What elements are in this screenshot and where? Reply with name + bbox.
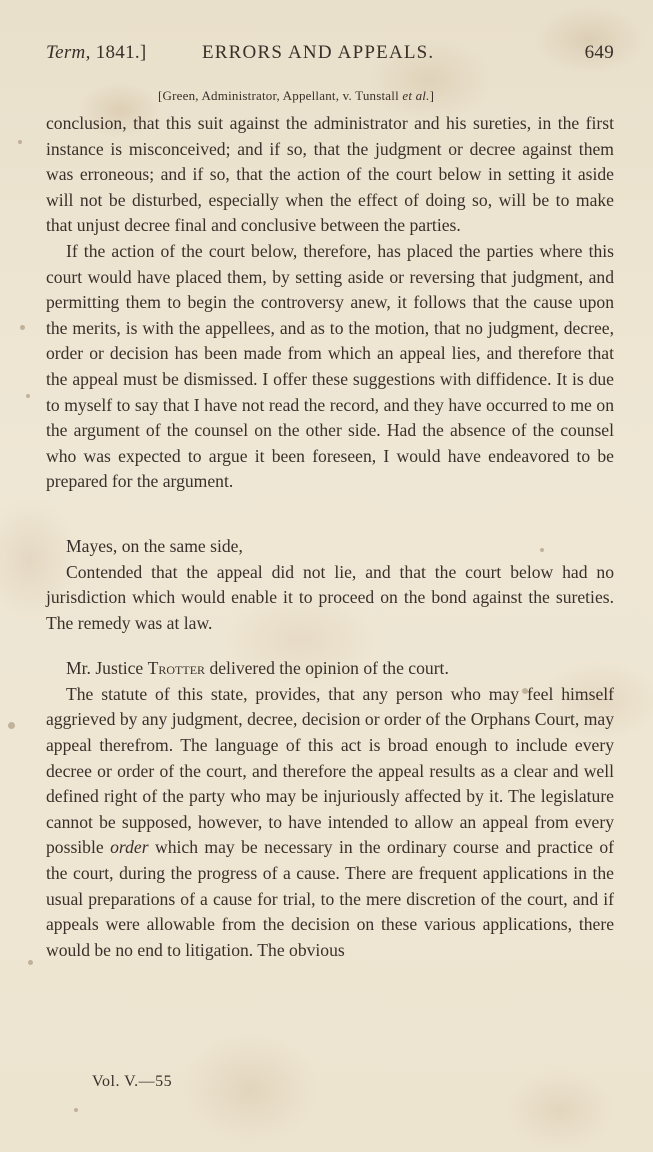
running-header (46, 42, 614, 72)
statute-text-b: which may be necessary in the ordinary course and practice of the court, during the progress of a cause. There are frequent applications in the usual preparations of a cause for trial, to the mere discretion of the court, and if appeals were allowable from the decision on these various applications, there would be no end to litigation. The obvious (46, 837, 614, 960)
paragraph-counsel-contention: Contended that the appeal did not lie, and that the court below had no jurisdiction which would enable it to proceed on the bond against the sureties. The remedy was at law. (46, 561, 614, 633)
foxing-spot (28, 960, 33, 965)
page-body (46, 111, 614, 963)
case-caption (158, 88, 578, 104)
page-number: 649 (584, 42, 614, 63)
foxing-spot (522, 688, 528, 694)
foxing-spot (26, 394, 30, 398)
caption-prefix: [Green, Administrator, Appellant, v. Tunstall (158, 88, 399, 103)
paragraph-opinion-statute (46, 682, 614, 964)
justice-name: Trotter (147, 658, 206, 679)
statute-text-a: The statute of this state, provides, that any person who may feel himself aggrieved by any judgment, decree, decision or order of the Orphans Court, may appeal therefrom. The language of this act is broad enough to include every decree or order of the court, and therefore the appeal results as a clear and well defined right of the party who may be injuriously affected by it. The legislature cannot be supposed, however, to have intended to allow an appeal from every possible (46, 683, 614, 858)
foxing-spot (74, 1108, 78, 1112)
caption-suffix: ] (429, 88, 435, 103)
paragraph-conclusion: conclusion, that this suit against the administrator and his sureties, in the first instance is misconceived; and if so, that the judgment or decree against them was erroneous; and if so, that the action of the court below in setting it aside will not be disturbed, especially when the effect of doing so, will be to make that unjust decree final and conclusive between the parties. (46, 113, 614, 236)
section-gap (46, 495, 614, 534)
term-label: Term, (46, 42, 91, 63)
header-term (46, 42, 147, 64)
foxing-spot (18, 140, 22, 144)
foxing-spot (8, 722, 15, 729)
paragraph-counsel-heading: Mayes, on the same side, (66, 535, 243, 556)
opinion-intro-b: delivered the opinion of the court. (205, 658, 449, 679)
volume-signature: Vol. V.—55 (92, 1073, 173, 1090)
caption-etal: et al. (402, 88, 430, 103)
opinion-intro-a: Mr. Justice (66, 658, 148, 679)
paragraph-argument: If the action of the court below, therefore, has placed the parties where this court would have placed them, by setting aside or reversing that judgment, and permitting them to begin the controversy anew, it follows that the cause upon the merits, is with the appellees, and as to the motion, that no judgment, decree, order or decision has been made from which an appeal lies, and therefore that the appeal must be dismissed. I offer these suggestions with diffidence. It is due to myself to say that I have not read the record, and they have occurred to me on the argument of the counsel on the other side. Had the absence of the counsel who was expected to argue it been foreseen, I would have endeavored to be prepared for the argument. (46, 240, 614, 492)
term-year: 1841.] (95, 42, 147, 63)
paragraph-opinion-intro (46, 656, 614, 682)
header-title: ERRORS AND APPEALS. (202, 42, 435, 63)
foxing-spot (20, 325, 25, 330)
statute-text-emphasis: order (110, 837, 149, 858)
section-gap (46, 636, 614, 656)
foxing-spot (540, 548, 544, 552)
